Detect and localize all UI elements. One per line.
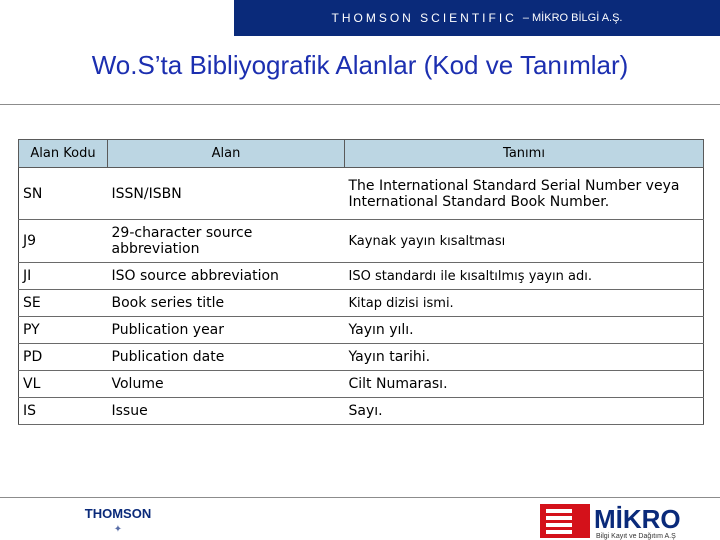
top-divider [0, 104, 720, 105]
cell-field: 29-character source abbreviation [108, 220, 345, 263]
table-header-row [19, 140, 704, 168]
mikro-emblem-icon [540, 504, 590, 538]
mikro-logo-text: MİKRO [594, 504, 681, 534]
table-row [19, 263, 704, 290]
cell-description: Sayı. [345, 398, 704, 425]
header-bar [234, 0, 720, 36]
table-row [19, 168, 704, 220]
cell-field: Volume [108, 371, 345, 398]
page-title: Wo.S’ta Bibliyografik Alanlar (Kod ve Tanımlar) [91, 50, 629, 80]
cell-field: Publication date [108, 344, 345, 371]
bottom-divider [0, 497, 720, 498]
cell-description: Yayın yılı. [345, 317, 704, 344]
cell-code: JI [19, 263, 108, 290]
mikro-tagline: Bilgi Kayıt ve Dağıtım A.Ş [596, 533, 676, 540]
cell-description: ISO standardı ile kısaltılmış yayın adı. [345, 263, 704, 290]
header-brand: THOMSON SCIENTIFIC [331, 11, 517, 25]
mikro-logo [540, 500, 705, 540]
cell-code: SN [19, 168, 108, 220]
cell-code: SE [19, 290, 108, 317]
thomson-logo [58, 503, 178, 535]
cell-description: Kitap dizisi ismi. [345, 290, 704, 317]
cell-description: Cilt Numarası. [345, 371, 704, 398]
table-row [19, 290, 704, 317]
cell-code: PD [19, 344, 108, 371]
cell-code: J9 [19, 220, 108, 263]
column-header-code: Alan Kodu [19, 140, 108, 168]
column-header-field: Alan [108, 140, 345, 168]
cell-code: VL [19, 371, 108, 398]
cell-description: The International Standard Serial Number veya International Standard Book Number. [345, 168, 704, 220]
fields-table [18, 139, 704, 425]
column-header-description: Tanımı [345, 140, 704, 168]
cell-field: ISO source abbreviation [108, 263, 345, 290]
cell-field: Book series title [108, 290, 345, 317]
table-row [19, 220, 704, 263]
header-brand-suffix: – MİKRO BİLGİ A.Ş. [522, 12, 623, 24]
thomson-star-icon: ✦ [113, 524, 123, 535]
table-row [19, 317, 704, 344]
cell-field: Publication year [108, 317, 345, 344]
table-row [19, 344, 704, 371]
cell-code: IS [19, 398, 108, 425]
cell-code: PY [19, 317, 108, 344]
table-row [19, 371, 704, 398]
cell-description: Kaynak yayın kısaltması [345, 220, 704, 263]
cell-description: Yayın tarihi. [345, 344, 704, 371]
table-row [19, 398, 704, 425]
cell-field: Issue [108, 398, 345, 425]
thomson-logo-text: THOMSON [84, 506, 152, 521]
cell-field: ISSN/ISBN [108, 168, 345, 220]
